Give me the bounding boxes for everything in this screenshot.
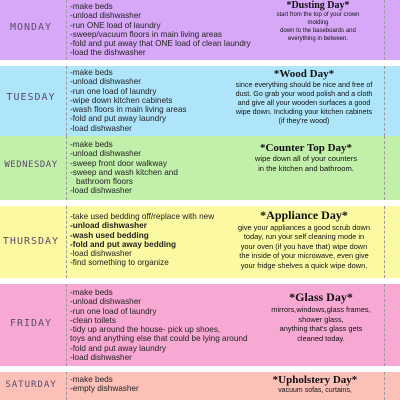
list-item: -wash floors in main living areas xyxy=(70,105,187,115)
theme-title: *Glass Day* xyxy=(289,290,353,304)
list-item: -clean toilets xyxy=(70,315,116,325)
day-label: TUESDAY xyxy=(6,92,56,103)
list-item: -empty dishwasher xyxy=(70,384,139,394)
list-item: -wash used bedding xyxy=(70,230,149,240)
theme-block xyxy=(232,142,380,173)
day-label: THURSDAY xyxy=(2,236,60,247)
theme-desc-line: mirrors,windows,glass frames, xyxy=(271,305,371,314)
divider xyxy=(384,372,385,400)
theme-desc-line: in the kitchen and bathroom. xyxy=(258,163,354,173)
theme-desc-line: give your appliances a good scrub down xyxy=(238,223,370,232)
task-list xyxy=(70,2,251,58)
theme-desc-line: wipe down. Including your kitchen cabinets xyxy=(235,107,373,116)
day-label: WEDNESDAY xyxy=(4,160,58,170)
day-row-friday xyxy=(0,284,400,366)
theme-desc-line: everything in between. xyxy=(287,36,349,42)
list-item: -load dishwasher xyxy=(70,353,132,363)
theme-desc-line: today, run your self cleaning mode in xyxy=(243,232,365,242)
day-row-wednesday xyxy=(0,136,400,200)
day-row-monday xyxy=(0,0,400,60)
list-item: -make beds xyxy=(70,2,113,11)
list-item: -run one load of laundry xyxy=(70,86,157,96)
theme-block xyxy=(250,374,380,395)
divider xyxy=(384,206,385,278)
task-list xyxy=(70,68,187,133)
day-row-saturday xyxy=(0,372,400,400)
list-item: -make beds xyxy=(70,375,113,384)
divider xyxy=(66,206,67,278)
list-item: -make beds xyxy=(70,140,113,149)
theme-desc-line: molding xyxy=(307,20,329,26)
theme-desc-line: dust. Go grab your wood polish and a cloth xyxy=(235,89,373,98)
day-label: FRIDAY xyxy=(9,318,53,329)
theme-desc-line: vacuum sofas, curtains, xyxy=(278,387,352,394)
list-item: -make beds xyxy=(70,288,113,297)
divider xyxy=(384,136,385,200)
task-list xyxy=(70,140,178,196)
list-item: -unload dishwasher xyxy=(70,77,142,87)
list-item: -load the dishwasher xyxy=(70,48,146,58)
list-item: -fold and put away that ONE load of clean laundry xyxy=(70,39,251,49)
list-item: bathroom floors xyxy=(76,177,133,187)
list-item: -make beds xyxy=(70,68,113,77)
list-item: -sweep/vacuum floors in main living areas xyxy=(70,29,222,39)
theme-desc-line: and give all your wooden surfaces a good xyxy=(237,98,371,107)
theme-block xyxy=(228,68,380,125)
list-item: -run ONE load of laundry xyxy=(70,20,161,30)
list-item: -unload dishwasher xyxy=(70,11,142,21)
divider xyxy=(384,0,385,60)
list-item: -load dishwasher xyxy=(70,186,132,196)
list-item: -unload dishwasher xyxy=(70,297,142,307)
divider xyxy=(66,372,67,400)
theme-desc-line: the inside of your microwave, even give xyxy=(239,251,369,261)
task-list xyxy=(70,212,214,268)
day-label: MONDAY xyxy=(9,22,53,33)
divider xyxy=(66,136,67,200)
theme-title: *Wood Day* xyxy=(273,68,335,80)
theme-desc-line: shower glass, xyxy=(298,314,344,324)
divider xyxy=(384,66,385,136)
day-label: SATURDAY xyxy=(5,380,57,390)
theme-desc-line: down to the baseboards and xyxy=(280,28,356,34)
theme-title: *Appliance Day* xyxy=(260,208,348,222)
task-list xyxy=(70,375,139,394)
theme-title: *Counter Top Day* xyxy=(259,142,353,154)
theme-block xyxy=(258,0,378,43)
list-item: -take used bedding off/replace with new xyxy=(70,212,215,221)
list-item: -sweep and wash kitchen and xyxy=(70,167,178,177)
divider xyxy=(66,66,67,136)
theme-desc-line: wipe down all of your counters xyxy=(254,154,358,163)
list-item: -fold and put away laundry xyxy=(70,114,167,124)
theme-title: *Upholstery Day* xyxy=(272,374,358,386)
list-item: -load dishwasher xyxy=(70,249,132,259)
list-item: -wipe down kitchen cabinets xyxy=(70,95,173,105)
theme-block xyxy=(226,208,382,270)
theme-desc-line: since everything should be nice and free of xyxy=(235,80,373,89)
theme-desc-line: anything that's glass gets xyxy=(279,324,363,333)
theme-desc-line: (if they're wood) xyxy=(278,116,330,125)
divider xyxy=(66,0,67,60)
day-row-tuesday xyxy=(0,66,400,136)
list-item: -load dishwasher xyxy=(70,123,132,133)
theme-desc-line: start from the top of your crown xyxy=(276,12,360,18)
list-item: -sweep front door walkway xyxy=(70,158,167,168)
divider xyxy=(384,284,385,366)
theme-desc-line: your oven (if you have that) wipe down xyxy=(240,241,368,251)
theme-title: *Dusting Day* xyxy=(286,0,350,11)
list-item: -find something to organize xyxy=(70,258,169,268)
theme-block xyxy=(262,290,380,343)
list-item: -fold and put away bedding xyxy=(70,239,176,249)
day-row-thursday xyxy=(0,206,400,278)
theme-desc-line: your fridge shelves a quick wipe down. xyxy=(240,260,368,270)
list-item: -unload dishwasher xyxy=(70,221,147,231)
list-item: toys and anything else that could be lying around xyxy=(70,334,248,344)
task-list xyxy=(70,288,248,362)
theme-desc-line: cleaned today. xyxy=(297,333,345,343)
list-item: -run one load of laundry xyxy=(70,306,157,316)
list-item: -fold and put away laundry xyxy=(70,343,167,353)
divider xyxy=(66,284,67,366)
list-item: -unload dishwasher xyxy=(70,149,142,159)
list-item: -tidy up around the house- pick up shoes, xyxy=(70,325,221,335)
